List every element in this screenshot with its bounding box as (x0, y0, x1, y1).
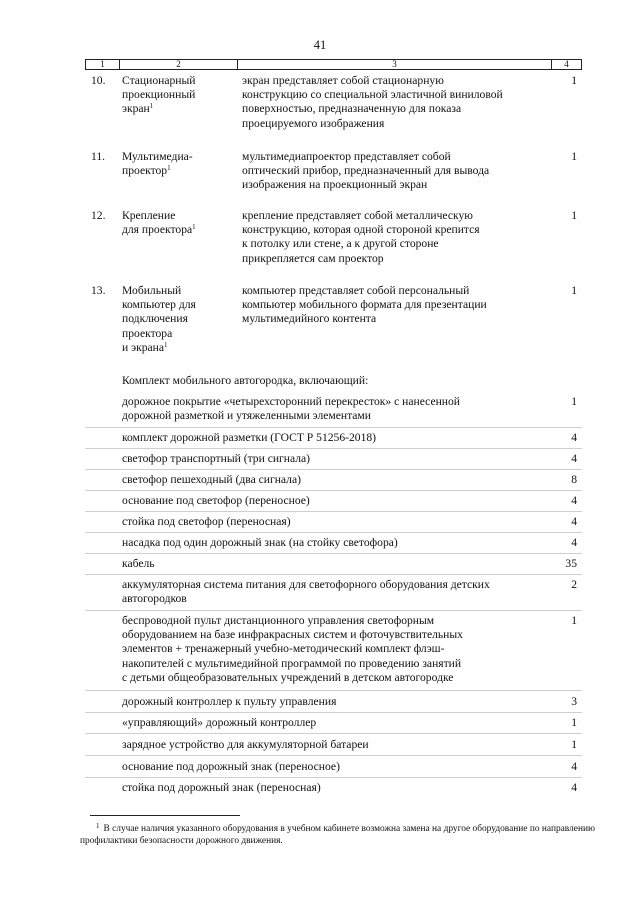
item-name-line: проектора (122, 326, 173, 340)
kit-item-line: элементов + тренажерный учебно-методический комплект флэш- (122, 642, 445, 656)
kit-item-name (122, 614, 540, 685)
kit-item-line: автогородков (122, 592, 187, 606)
item-number: 13. (91, 284, 106, 297)
item-description-line: конструкцию, которая одной стороной крепится (242, 223, 480, 237)
item-description (242, 284, 552, 327)
item-name (122, 74, 230, 117)
item-number: 12. (91, 209, 106, 222)
item-description-line: крепление представляет собой металлическую (242, 209, 473, 222)
item-name (122, 150, 230, 178)
item-name-line (122, 164, 230, 178)
kit-item-name: светофор транспортный (три сигнала) (122, 452, 311, 465)
item-description-line: экран представляет собой стационарную (242, 74, 444, 87)
kit-item-name: основание под дорожный знак (переносное) (122, 760, 340, 773)
item-description-line: изображения на проекционный экран (242, 178, 428, 192)
item-name-line: Мультимедиа- (122, 150, 193, 163)
item-description (242, 150, 552, 193)
kit-item-quantity: 1 (571, 738, 577, 751)
row-divider (85, 733, 582, 734)
item-description-line: мультимедийного контента (242, 312, 377, 326)
item-name-line: компьютер для (122, 298, 196, 312)
row-divider (85, 532, 582, 533)
row-divider (85, 610, 582, 611)
row-divider (85, 690, 582, 691)
kit-item-name: комплект дорожной разметки (ГОСТ Р 51256-2018) (122, 431, 377, 444)
header-col-1: 1 (100, 59, 105, 69)
header-col-3: 3 (392, 59, 397, 69)
item-description-line: поверхностью, предназначенную для показа (242, 102, 462, 116)
item-quantity: 1 (571, 74, 577, 87)
footnote (80, 820, 595, 847)
page-number: 41 (313, 38, 327, 52)
kit-item-line: накопителей с мультимедийной программой по проведению занятий (122, 656, 462, 670)
item-description (242, 74, 552, 131)
kit-item-quantity: 4 (571, 536, 577, 549)
item-description-line: компьютер представляет собой персональный (242, 284, 470, 297)
kit-item-name (122, 395, 540, 423)
item-quantity: 1 (571, 209, 577, 222)
item-name-line (122, 102, 230, 116)
footnote-ref: 1 (149, 102, 154, 111)
table-header-row (85, 59, 582, 70)
header-col-4: 4 (564, 59, 569, 69)
kit-item-name: дорожный контроллер к пульту управления (122, 695, 337, 708)
item-name-text: экран (122, 102, 150, 116)
item-description-line: мультимедиапроектор представляет собой (242, 150, 451, 163)
item-quantity: 1 (571, 284, 577, 297)
row-divider (85, 574, 582, 575)
item-description-line: оптический прибор, предназначенный для вывода (242, 164, 490, 178)
kit-item-line: аккумуляторная система питания для светофорного оборудования детских (122, 578, 490, 591)
kit-item-line: дорожное покрытие «четырехсторонний перекресток» с нанесенной (122, 395, 461, 408)
kit-item-name: насадка под один дорожный знак (на стойку светофора) (122, 536, 398, 549)
item-name (122, 284, 230, 355)
header-col-2: 2 (176, 59, 181, 69)
item-description-line: конструкцию со специальной эластичной виниловой (242, 88, 503, 102)
item-name-text: для проектора (122, 223, 193, 237)
item-name-line: Мобильный (122, 284, 182, 297)
kit-item-quantity: 4 (571, 515, 577, 528)
footnote-text: В случае наличия указанного оборудования в учебном кабинете возможна замена на другое оборудование по направлению профилактики безопасности дорожного движения. (80, 824, 595, 846)
footnote-ref: 1 (192, 223, 196, 232)
kit-item-quantity: 2 (571, 578, 577, 591)
item-description-line: прикрепляется сам проектор (242, 251, 384, 265)
kit-item-line: оборудованием на базе инфракрасных систем и фоточувствительных (122, 628, 463, 642)
kit-item-line: с детьми общеобразовательных учреждений в детском автогородке (122, 670, 454, 684)
kit-item-name: зарядное устройство для аккумуляторной батареи (122, 738, 369, 751)
item-quantity: 1 (571, 150, 577, 163)
kit-item-quantity: 1 (571, 395, 577, 408)
item-description (242, 209, 552, 266)
kit-item-quantity: 35 (565, 557, 577, 570)
kit-title: Комплект мобильного автогородка, включающий: (122, 374, 369, 387)
item-name-line (122, 341, 230, 355)
item-name-text: и экрана (122, 340, 165, 354)
item-name-line: Крепление (122, 209, 176, 222)
row-divider (85, 448, 582, 449)
kit-item-quantity: 1 (571, 614, 577, 627)
row-divider (85, 490, 582, 491)
footnote-mark: 1 (96, 822, 100, 830)
kit-item-quantity: 8 (571, 473, 577, 486)
kit-item-name: стойка под светофор (переносная) (122, 515, 291, 528)
row-divider (85, 755, 582, 756)
item-name-line: проекционный (122, 88, 196, 102)
kit-item-line: беспроводной пульт дистанционного управления светофорным (122, 614, 435, 627)
kit-item-quantity: 4 (571, 760, 577, 773)
kit-item-quantity: 4 (571, 452, 577, 465)
kit-item-quantity: 4 (571, 431, 577, 444)
kit-item-quantity: 1 (571, 716, 577, 729)
item-description-line: проецируемого изображения (242, 116, 385, 130)
kit-item-name: «управляющий» дорожный контроллер (122, 716, 317, 729)
row-divider (85, 712, 582, 713)
item-number: 11. (91, 150, 106, 163)
kit-item-name: стойка под дорожный знак (переносная) (122, 781, 321, 794)
kit-item-quantity: 3 (571, 695, 577, 708)
kit-item-name: основание под светофор (переносное) (122, 494, 310, 507)
kit-item-quantity: 4 (571, 494, 577, 507)
item-name-line: Стационарный (122, 74, 196, 87)
item-description-line: к потолку или стене, а к другой стороне (242, 237, 439, 251)
row-divider (85, 777, 582, 778)
kit-item-name: кабель (122, 557, 155, 570)
kit-item-name: светофор пешеходный (два сигнала) (122, 473, 301, 486)
item-description-line: компьютер мобильного формата для презентации (242, 298, 487, 312)
row-divider (85, 553, 582, 554)
kit-item-name (122, 578, 540, 606)
row-divider (85, 469, 582, 470)
item-name (122, 209, 230, 237)
kit-item-line: дорожной разметкой и утяжеленными элементами (122, 409, 371, 423)
footnote-ref: 1 (164, 340, 168, 349)
row-divider (85, 511, 582, 512)
kit-item-quantity: 4 (571, 781, 577, 794)
row-divider (85, 427, 582, 428)
item-name-line: подключения (122, 312, 188, 326)
footnote-separator (90, 815, 240, 816)
item-name-line (122, 223, 230, 237)
item-name-text: проектор (122, 164, 168, 178)
item-number: 10. (91, 74, 106, 87)
footnote-ref: 1 (167, 164, 171, 173)
